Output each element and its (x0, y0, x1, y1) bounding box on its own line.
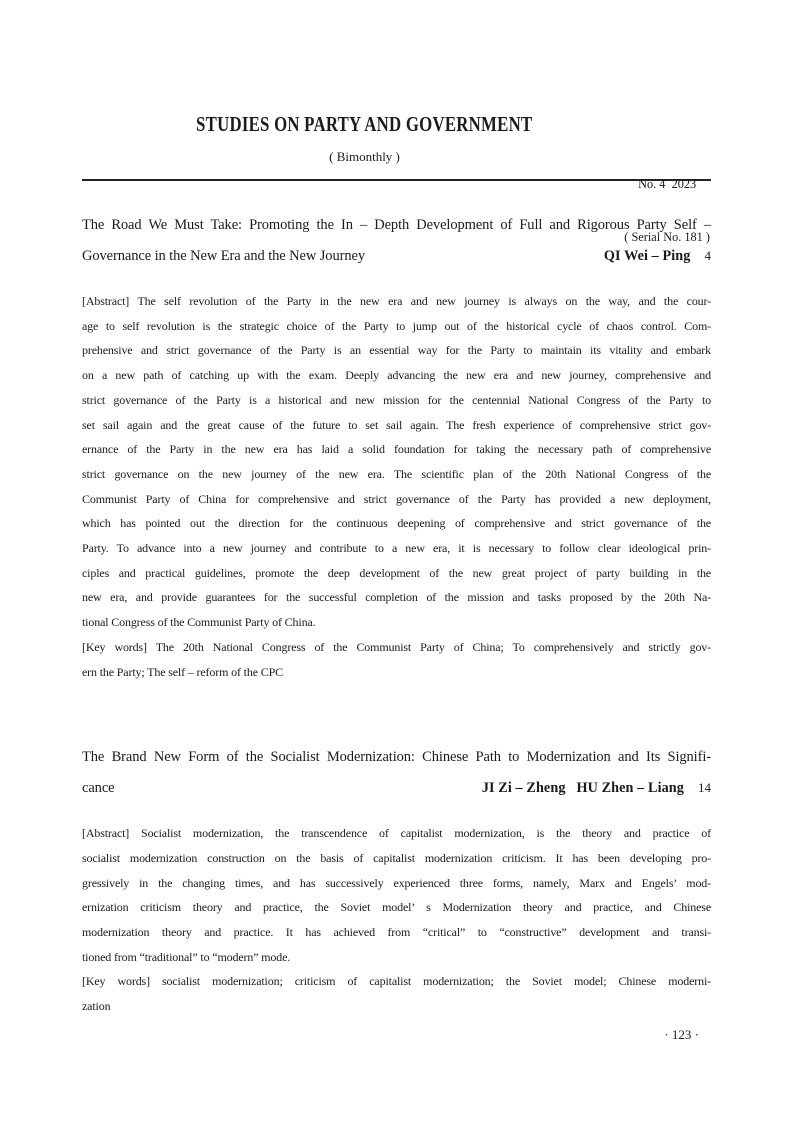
page-number: · 123 · (664, 1026, 699, 1042)
abstract-line: age to self revolution is the strategic choice of the Party to jump out of the historical cycle of chaos control. Com- (82, 318, 711, 333)
article-byline (604, 241, 711, 272)
abstract-line: prehensive and strict governance of the Party is an essential way for the Party to maintain its vitality and embark (82, 343, 711, 358)
article-keywords (82, 635, 711, 684)
abstract-line: on a new path of catching up with the exam. Deeply advancing the new era and new journey, comprehensive and (82, 368, 711, 383)
abstract-line: ernance of the Party in the new era has laid a solid foundation for taking the necessary path of comprehensive (82, 442, 711, 457)
abstract-line: modernization theory and practice. It has achieved from “critical” to “constructive” development and transi- (82, 925, 711, 940)
abstract-line: tioned from “traditional” to “modern” mode. (82, 949, 291, 964)
abstract-line: strict governance of the Party is a historical and new mission for the centennial National Congress of the Party to (82, 392, 711, 407)
keywords-line: [Key words] socialist modernization; criticism of capitalist modernization; the Soviet model; Chinese moderni- (82, 974, 711, 989)
article-title-line1: The Road We Must Take: Promoting the In – Depth Development of Full and Rigorous Party Self – (82, 217, 711, 233)
journal-title-text: STUDIES ON PARTY AND GOVERNMENT (196, 112, 533, 136)
article-byline (482, 773, 711, 804)
abstract-line: ciples and practical guidelines, promote the deep development of the new great project of party building in the (82, 565, 711, 580)
keywords-line: [Key words] The 20th National Congress of the Communist Party of China; To comprehensively and strictly gov- (82, 639, 711, 654)
issue-number: No. 4 2023 (638, 177, 697, 191)
article-title-line2-row (82, 773, 711, 804)
article-title-line1: The Brand New Form of the Socialist Modernization: Chinese Path to Modernization and Its Signifi- (82, 749, 711, 766)
journal-title (82, 112, 711, 137)
abstract-line: socialist modernization construction on the basis of capitalist modernization criticism. It has been developing pro- (82, 850, 711, 865)
abstract-line: ernization criticism theory and practice, the Soviet model’ s Modernization theory and practice, and Chinese (82, 900, 711, 915)
abstract-line: Communist Party of China for comprehensive and strict governance of the Party has provided a new deployment, (82, 491, 711, 506)
articles-list (82, 211, 711, 1019)
abstract-line: [Abstract] The self revolution of the Party in the new era and new journey is always on the way, and the cour- (82, 294, 711, 308)
abstract-line: gressively in the changing times, and has successively experienced three forms, namely, Marx and Engels’ mod- (82, 875, 711, 890)
article-title-line2: cance (82, 779, 115, 796)
keywords-line: ern the Party; The self – reform of the CPC (82, 664, 283, 679)
article-keywords (82, 969, 711, 1018)
abstract-line: [Abstract] Socialist modernization, the transcendence of capitalist modernization, is the theory and practice of (82, 826, 711, 841)
article-entry (82, 211, 711, 684)
abstract-line: tional Congress of the Communist Party of China. (82, 615, 316, 630)
article-authors: JI Zi – Zheng HU Zhen – Liang (481, 779, 684, 796)
article-abstract (82, 821, 711, 969)
abstract-line: which has pointed out the direction for the continuous deepening of comprehensive and strict governance of the (82, 516, 711, 531)
article-entry (82, 743, 711, 1019)
article-title-line2: Governance in the New Era and the New Journey (82, 247, 365, 264)
article-authors: QI Wei – Ping (603, 247, 691, 264)
article-abstract (82, 289, 711, 635)
article-page-ref: 4 (704, 247, 711, 263)
contents-body (82, 211, 711, 1043)
abstract-line: set sail again and the great cause of the future to set sail again. The fresh experience of comprehensive strict gov- (82, 417, 711, 432)
serial-number: ( Serial No. 181 ) (624, 229, 710, 244)
abstract-line: strict governance on the new journey of the new era. The scientific plan of the 20th National Congress of the (82, 466, 711, 481)
keywords-line: zation (82, 999, 111, 1014)
abstract-line: new era, and provide guarantees for the successful completion of the mission and tasks proposed by the 20th Na- (82, 590, 711, 605)
article-title-line2-row (82, 241, 711, 272)
header-rule (82, 179, 711, 181)
journal-frequency: ( Bimonthly ) (329, 149, 400, 164)
abstract-line: Party. To advance into a new journey and contribute to a new era, it is necessary to follow clear ideological prin- (82, 541, 711, 556)
article-page-ref: 14 (698, 779, 711, 795)
